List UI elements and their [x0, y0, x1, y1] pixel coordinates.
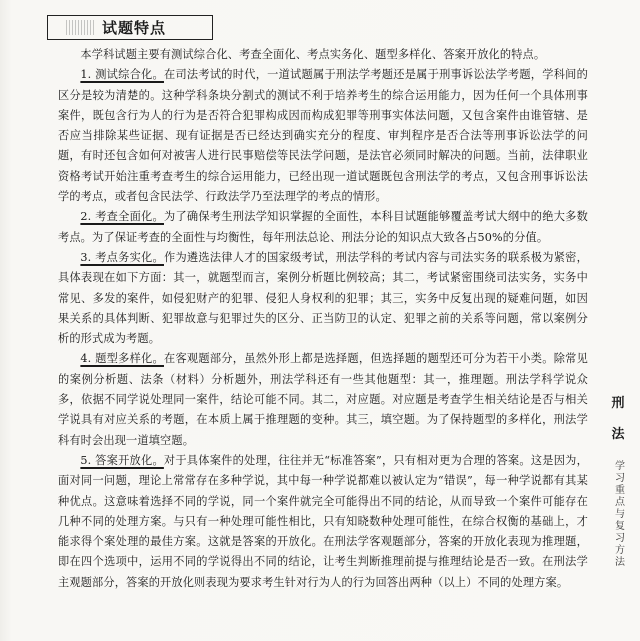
paragraph-4	[58, 349, 588, 450]
paragraph-1	[58, 65, 588, 207]
section-title: 试题特点	[102, 19, 167, 37]
paragraph-text: 为了确保考生刑法学知识掌握的全面性，本科目试题能够覆盖考试大纲中的绝大多数考点。为了保证考查的全面性与均衡性，每年刑法总论、刑法分论的知识点大致各占50%的分值。	[58, 210, 588, 244]
section-header	[47, 15, 213, 40]
paragraph-text: 作为遴选法律人才的国家级考试，刑法学科的考试内容与司法实务的联系极为紧密，具体表现在如下方面：其一，就题型而言，案例分析题比例较高；其二，考试紧密围绕司法实务，实务中常见、多发的案件，如侵犯财产的犯罪、侵犯人身权利的犯罪；其三，实务中反复出现的疑难问题，如因果关系的具体判断、犯罪故意与犯罪过失的区分、正当防卫的认定、犯罪之前的关系等问题，常以案例分析的形式成为考题。	[58, 250, 588, 346]
paragraph-5	[58, 451, 588, 593]
header-decoration-icon	[66, 20, 96, 35]
paragraph-2	[58, 207, 588, 248]
paragraph-heading: 1. 测试综合化。	[80, 68, 164, 82]
side-tab-char: 法	[611, 427, 625, 442]
chapter-side-tab	[596, 378, 640, 608]
paragraph-heading: 4. 题型多样化。	[80, 352, 164, 366]
paragraph-text: 在客观题部分，虽然外形上都是选择题，但选择题的题型还可分为若干小类。除常见的案例分析题、法条（材料）分析题外，刑法学科还有一些其他题型：其一，推理题。刑法学科学说众多，依据不同学说处理同一案件，结论可能不同。其二，对应题。对应题是考查学生相关结论是否与相关学说具有对应关系的考题，在本质上属于推理题的变种。其三，填空题。为了保持题型的多样化，刑法学科有时会出现一道填空题。	[58, 352, 588, 447]
paragraph-text: 对于具体案件的处理，往往并无“标准答案”，只有相对更为合理的答案。这是因为，面对同一问题，理论上常常存在多种学说，其中每一种学说都难以被认定为“错误”，每一种学说都有其某种优点。这意味着选择不同的学说，同一个案件就完全可能得出不同的结论，从而导致一个案件可能存在几种不同的处理方案。与只有一种处理可能性相比，只有知晓数种处理可能性，在综合权衡的基础上，才能求得个案处理的最佳方案。这就是答案的开放化。在刑法学客观题部分，答案的开放化表现为推理题，即在四个选项中，运用不同的学说得出不同的结论，让考生判断推理前提与推理结论是否一致。在刑法学主观题部分，答案的开放化则表现为要求考生针对行为人的行为回答出两种（以上）不同的处理方案。	[58, 453, 588, 589]
body-text	[58, 45, 588, 593]
paragraph-3	[58, 248, 588, 349]
paragraph-heading: 5. 答案开放化。	[80, 453, 164, 467]
intro-paragraph: 本学科试题主要有测试综合化、考查全面化、考点实务化、题型多样化、答案开放化的特点。	[80, 48, 546, 61]
paragraph-heading: 2. 考查全面化。	[80, 210, 164, 224]
paragraph-text: 在司法考试的时代，一道试题属于刑法学考题还是属于刑事诉讼法学考题，学科间的区分是较为清楚的。这种学科条块分割式的测试不利于培养考生的综合运用能力，因为任何一个具体刑事案件，既包含行为人的行为是否符合犯罪构成因而构成犯罪等刑事实体法问题，又包含案件由谁管辖、是否应当排除某些证据、现有证据是否已经达到确实充分的程度、审判程序是否合法等刑事诉讼法学的问题，有时还包含如何对被害人进行民事赔偿等民法学问题，是法官必须同时解决的问题。当前，法律职业资格考试开始注重考查考生的综合运用能力，已经出现一道试题既包含刑法学的考点，又包含刑事诉讼法学的考点，或者包含民法学、行政法学乃至法理学的考点的情形。	[58, 68, 588, 204]
side-tab-char: 刑	[611, 396, 625, 411]
paragraph-heading: 3. 考点务实化。	[80, 250, 164, 264]
side-tab-subtitle: 学习重点与复习方法	[612, 460, 624, 568]
